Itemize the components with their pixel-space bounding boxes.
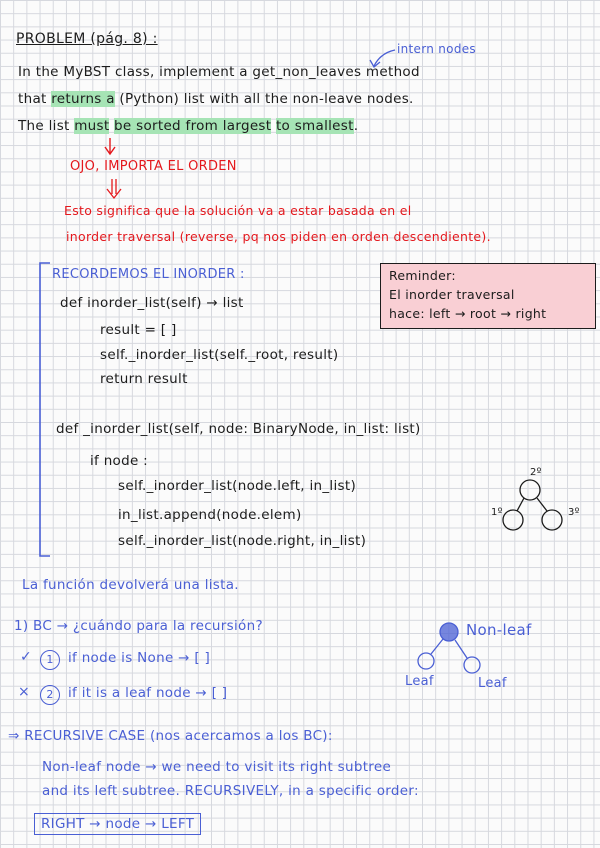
tree-big-left-label: Leaf <box>405 674 434 689</box>
code-line: def _inorder_list(self, node: BinaryNode, in_list: list) <box>56 421 421 437</box>
problem-line-2: that returns a (Python) list with all the non-leave nodes. <box>18 91 414 107</box>
tree-small-root-label: 2º <box>530 467 542 478</box>
ojo-arrow-icon <box>105 138 115 154</box>
order-box: RIGHT → node → LEFT <box>34 813 201 835</box>
bc-option-2: if it is a leaf node → [ ] <box>68 685 228 701</box>
intern-nodes-note: intern nodes <box>397 42 476 56</box>
tree-small-right-label: 3º <box>568 507 580 518</box>
reminder-line-1: El inorder traversal <box>389 287 515 302</box>
recursive-heading: ⇒ RECURSIVE CASE (nos acercamos a los BC): <box>8 728 333 744</box>
code-line: self._inorder_list(node.left, in_list) <box>118 478 357 494</box>
bc-option-1: if node is None → [ ] <box>68 650 211 666</box>
returns-list-note: La función devolverá una lista. <box>22 577 239 593</box>
code-line: self._inorder_list(self._root, result) <box>100 347 339 363</box>
code-bracket <box>40 263 50 556</box>
code-line: in_list.append(node.elem) <box>118 507 302 523</box>
tree-big-right-label: Leaf <box>478 676 507 691</box>
option-2-circle: 2 <box>40 685 60 705</box>
code-line: return result <box>100 371 188 387</box>
code-line: result = [ ] <box>100 322 177 338</box>
problem-line-3: The list must be sorted from largest to smallest. <box>18 118 359 134</box>
code-line: def inorder_list(self) → list <box>60 295 244 311</box>
option-1-circle: 1 <box>40 650 60 670</box>
cross-mark-icon: × <box>18 684 31 700</box>
ojo-note: OJO, IMPORTA EL ORDEN <box>70 159 237 174</box>
esto-arrow-icon <box>107 179 121 198</box>
reminder-title: Reminder: <box>389 268 456 283</box>
recursive-line-1: Non-leaf node → we need to visit its right subtree <box>42 759 392 775</box>
code-line: self._inorder_list(node.right, in_list) <box>118 533 367 549</box>
problem-line-1: In the MyBST class, implement a get_non_leaves method <box>18 64 420 80</box>
check-mark-icon: ✓ <box>20 649 33 665</box>
tree-small-left-label: 1º <box>491 507 503 518</box>
tree-big-root-label: Non-leaf <box>466 621 532 639</box>
esto-line-2: inorder traversal (reverse, pq nos piden en orden descendiente). <box>66 229 491 244</box>
small-tree-diagram <box>503 480 562 530</box>
bc-question: 1) BC → ¿cuándo para la recursión? <box>14 618 263 634</box>
big-tree-diagram <box>418 623 480 673</box>
page-title: PROBLEM (pág. 8) : <box>16 31 158 47</box>
recursive-line-2: and its left subtree. RECURSIVELY, in a specific order: <box>42 783 419 799</box>
code-line: if node : <box>90 453 149 469</box>
esto-line-1: Esto significa que la solución va a estar basada en el <box>64 203 412 218</box>
reminder-line-2: hace: left → root → right <box>389 306 547 321</box>
code-heading: RECORDEMOS EL INORDER : <box>52 267 245 282</box>
